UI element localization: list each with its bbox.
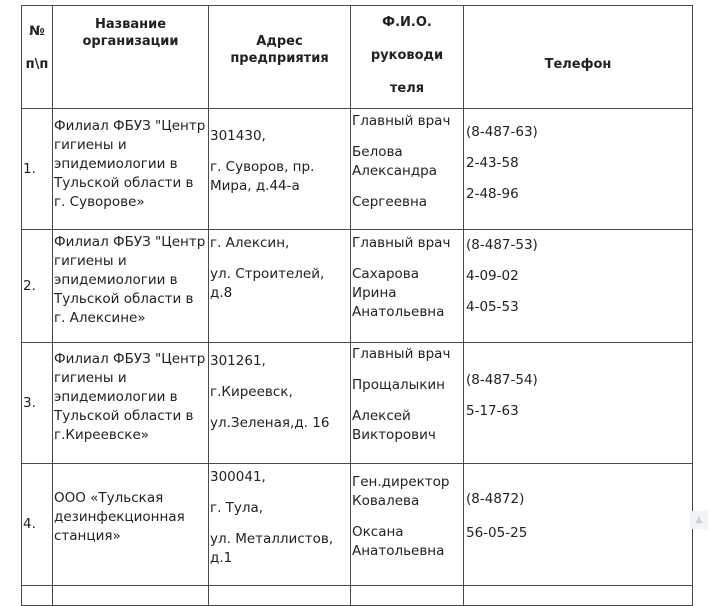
org-address: 301261, г.Киреевск, ул.Зеленая,д. 16 [209,343,351,464]
table-row [22,343,693,464]
org-head: Ген.директор Ковалева Оксана Анатольевна [351,464,464,586]
scroll-to-top-icon[interactable]: ▲ [690,511,708,529]
header-head-name: Ф.И.О. руководи теля [351,6,464,109]
org-name: ООО «Тульская дезинфекционная станция» [53,464,209,586]
table-row [22,464,693,586]
header-address: Адрес предприятия [209,6,351,109]
org-phone: (8-487-63) 2-43-58 2-48-96 [464,109,693,230]
org-address: г. Алексин, ул. Строителей, д.8 [209,230,351,343]
org-name: Филиал ФБУЗ "Центр гигиены и эпидемиологии в Тульской области в г.Киреевске» [53,343,209,464]
row-number: 2. [22,230,53,343]
row-number: 3. [22,343,53,464]
row-number: 1. [22,109,53,230]
org-address: 300041, г. Тула, ул. Металлистов, д.1 [209,464,351,586]
org-name: Филиал ФБУЗ "Центр гигиены и эпидемиологии в Тульской области в г. Суворове» [53,109,209,230]
table-row [22,109,693,230]
header-phone: Телефон [464,6,693,109]
org-phone: (8-4872) 56-05-25 [464,464,693,586]
table-row [22,230,693,343]
org-phone: (8-487-53) 4-09-02 4-05-53 [464,230,693,343]
header-org-name: Название организации [53,6,209,109]
org-name: Филиал ФБУЗ "Центр гигиены и эпидемиологии в Тульской области в г. Алексине» [53,230,209,343]
org-phone: (8-487-54) 5-17-63 [464,343,693,464]
header-number: № п\п [22,6,53,109]
org-head: Главный врач Белова Александра Сергеевна [351,109,464,230]
row-number: 4. [22,464,53,586]
organizations-table [21,5,693,606]
org-head: Главный врач Сахарова Ирина Анатольевна [351,230,464,343]
org-address: 301430, г. Суворов, пр. Мира, д.44-а [209,109,351,230]
org-head: Главный врач Прощалыкин Алексей Викторович [351,343,464,464]
table-header-row [22,6,693,109]
table-row [22,586,693,606]
